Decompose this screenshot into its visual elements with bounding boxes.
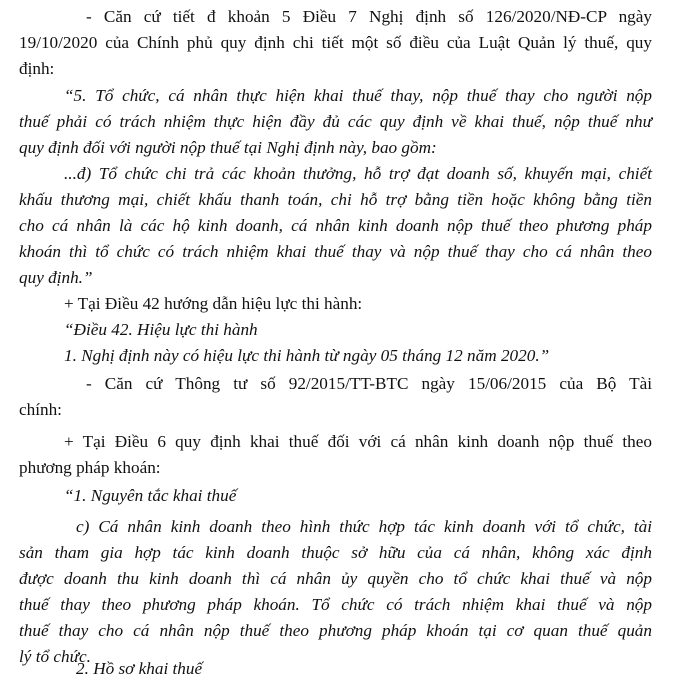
quote-line: “Điều 42. Hiệu lực thi hành — [64, 320, 258, 339]
quote-line: thuế thay theo phương pháp khoán. Tổ chức có trách nhiệm khai thuế và nộp — [19, 595, 652, 614]
quote-line: “5. Tổ chức, cá nhân thực hiện khai thuế thay, nộp thuế thay cho người nộp — [64, 86, 652, 105]
quote-line: c) Cá nhân kinh doanh theo hình thức hợp tác kinh doanh với tổ chức, tài — [76, 517, 652, 536]
paragraph-line: định: — [19, 59, 55, 78]
quote-line: thuế phải có trách nhiệm thực hiện đầy đủ các quy định về khai thuế, nộp thuế như — [19, 112, 652, 131]
paragraph-line: phương pháp khoán: — [19, 458, 161, 477]
quote-line: ...đ) Tổ chức chi trả các khoản thưởng, hỗ trợ đạt doanh số, khuyến mại, chiết — [64, 164, 652, 183]
quote-line: quy định.” — [19, 268, 93, 287]
quote-line: sản tham gia hợp tác kinh doanh thuộc sở hữu của cá nhân, không xác định — [19, 543, 652, 562]
paragraph-line: - Căn cứ tiết đ khoản 5 Điều 7 Nghị định số 126/2020/NĐ-CP ngày — [86, 7, 652, 26]
quote-heading: “1. Nguyên tắc khai thuế — [64, 486, 237, 505]
quote-line: cho cá nhân là các hộ kinh doanh, cá nhân kinh doanh nộp thuế theo phương pháp — [19, 216, 652, 235]
paragraph-line: chính: — [19, 400, 62, 419]
quote-line: được doanh thu kinh doanh thì cá nhân ủy quyền cho tổ chức khai thuế và nộp — [19, 569, 652, 588]
quote-heading: 2. Hồ sơ khai thuế — [76, 659, 203, 678]
paragraph-line: - Căn cứ Thông tư số 92/2015/TT-BTC ngày 15/06/2015 của Bộ Tài — [86, 374, 652, 393]
paragraph-line: + Tại Điều 6 quy định khai thuế đối với cá nhân kinh doanh nộp thuế theo — [64, 432, 652, 451]
quote-line: thuế thay cho cá nhân nộp thuế theo phương pháp khoán tại cơ quan thuế quản — [19, 621, 652, 640]
quote-line: quy định đối với người nộp thuế tại Nghị định này, bao gồm: — [19, 138, 437, 157]
paragraph-line: + Tại Điều 42 hướng dẫn hiệu lực thi hành: — [64, 294, 363, 313]
paragraph-line: 19/10/2020 của Chính phủ quy định chi tiết một số điều của Luật Quản lý thuế, quy — [19, 33, 652, 52]
quote-line: khấu thương mại, chiết khấu thanh toán, chi hỗ trợ bằng tiền hoặc không bằng tiền — [19, 190, 652, 209]
quote-line: 1. Nghị định này có hiệu lực thi hành từ ngày 05 tháng 12 năm 2020.” — [64, 346, 550, 365]
quote-line: lý tổ chức. — [19, 647, 91, 666]
quote-line: khoán thì tổ chức có trách nhiệm khai thuế thay và nộp thuế thay cho cá nhân theo — [19, 242, 652, 261]
